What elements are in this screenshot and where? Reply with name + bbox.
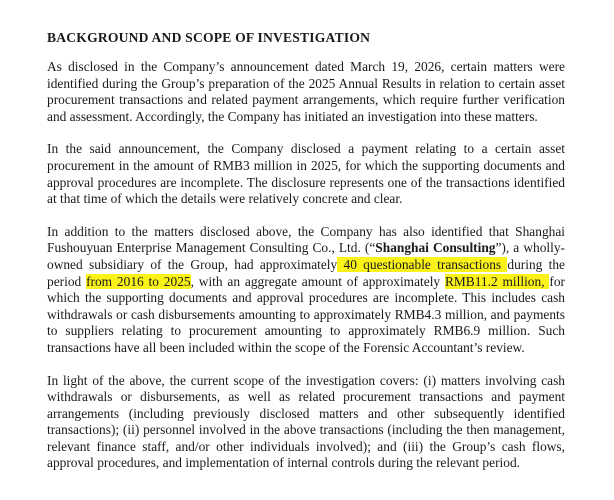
paragraph-investigation-scope: In light of the above, the current scope of the investigation covers: (i) matters involving cash withdrawals or disbursements, as well as related procurement transactions and payment arrangements (including previously disclosed matters and other subsequently identified transactions); (ii) personnel involved in the above transactions (including the then management, relevant finance staff, and/or other individuals involved); and (iii) the Group’s cash flows, approval procedures, and implementation of internal controls during the relevant period. [47,372,565,471]
paragraph-additional-matters [47,224,565,357]
highlight-period: from 2016 to 2025 [86,273,191,289]
paragraph-announcement: As disclosed in the Company’s announcement dated March 19, 2026, certain matters were identified during the Group’s preparation of the 2025 Annual Results in relation to certain asset procurement transactions and related payment arrangements, which require further verification and assessment. Accordingly, the Company has initiated an investigation into these matters. [47,59,565,124]
document-page [47,29,565,488]
highlight-transaction-count: 40 questionable transactions [337,256,508,272]
highlight-amount: RMB11.2 million, [444,273,550,289]
text-segment: , with an aggregate amount of approximately [190,273,445,289]
text-segment: during the period [47,256,565,289]
text-segment: for which the supporting documents and approval procedures are incomplete. This includes cash withdrawals or cash disbursements amounting to approximately RMB4.3 million, and payments to suppliers relating to procurement amounting to approximately RMB6.9 million. Such transactions have all been included within the scope of the Forensic Accountant’s review. [47,273,566,355]
defined-term-shanghai-consulting: Shanghai Consulting [375,240,496,256]
text-segment: ”), a wholly-owned subsidiary of the Group, had approximately [47,240,565,272]
section-heading: BACKGROUND AND SCOPE OF INVESTIGATION [47,30,371,45]
text-segment: In addition to the matters disclosed above, the Company has also identified that Shanghai Fushouyuan Enterprise Management Consulting Co., Ltd. (“ [47,223,565,256]
paragraph-payment-disclosure: In the said announcement, the Company disclosed a payment relating to a certain asset procurement in the amount of RMB3 million in 2025, for which the supporting documents and approval procedures are incomplete. The disclosure represents one of the transactions identified at that time of which the details were relatively concrete and clear. [47,141,565,207]
